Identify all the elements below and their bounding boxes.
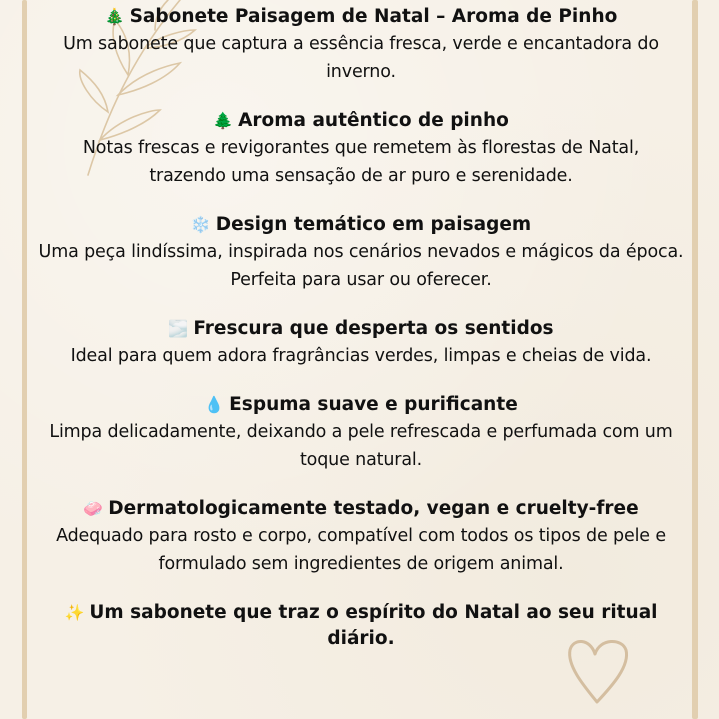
- left-border-stripe: [22, 0, 27, 719]
- section-title: 🌲 Aroma autêntico de pinho: [213, 110, 509, 131]
- fog-cloud-icon: 🌫️: [168, 319, 189, 338]
- product-description: [28, 4, 694, 652]
- section-body: Uma peça lindíssima, inspirada nos cenários nevados e mágicos da época. Perfeita para usar ou oferecer.: [38, 242, 684, 290]
- section-foam: [28, 392, 694, 474]
- closing-line: ✨ Um sabonete que traz o espírito do Natal ao seu ritual diário.: [64, 602, 658, 649]
- section-title: 🧼 Dermatologicamente testado, vegan e cruelty-free: [83, 498, 639, 519]
- soap-icon: 🧼: [83, 499, 104, 518]
- section-body: Ideal para quem adora fragrâncias verdes, limpas e cheias de vida.: [70, 346, 652, 366]
- section-body: Notas frescas e revigorantes que remetem às florestas de Natal, trazendo uma sensação de ar puro e serenidade.: [82, 138, 640, 186]
- section-aroma: [28, 108, 694, 190]
- section-title: 🎄 Sabonete Paisagem de Natal – Aroma de Pinho: [104, 6, 618, 27]
- section-body: Limpa delicadamente, deixando a pele refrescada e perfumada com um toque natural.: [49, 422, 673, 470]
- snowflake-icon: ❄️: [190, 215, 211, 234]
- section-freshness: [28, 316, 694, 370]
- section-body: Adequado para rosto e corpo, compatível com todos os tipos de pele e formulado sem ingredientes de origem animal.: [56, 526, 666, 574]
- section-title: ❄️ Design temático em paisagem: [190, 214, 532, 235]
- section-intro: [28, 4, 694, 86]
- section-title: 🌫️ Frescura que desperta os sentidos: [168, 318, 554, 339]
- section-design: [28, 212, 694, 294]
- sparkles-icon: ✨: [64, 603, 85, 622]
- section-body: Um sabonete que captura a essência fresca, verde e encantadora do inverno.: [63, 34, 659, 82]
- christmas-tree-icon: 🎄: [104, 7, 125, 26]
- section-title: 💧 Espuma suave e purificante: [204, 394, 518, 415]
- droplet-icon: 💧: [204, 395, 225, 414]
- evergreen-tree-icon: 🌲: [213, 111, 234, 130]
- section-dermatology: [28, 496, 694, 578]
